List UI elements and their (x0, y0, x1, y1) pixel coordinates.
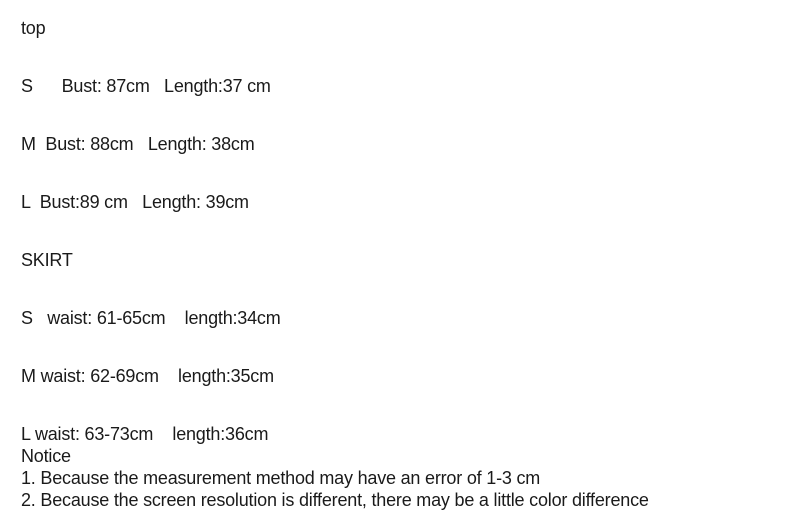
skirt-heading: SKIRT (21, 250, 73, 270)
notice-item-2: 2. Because the screen resolution is different, there may be a little color difference (21, 490, 649, 510)
skirt-size-row-l: L waist: 63-73cm length:36cm (21, 424, 269, 444)
top-size-row-l: L Bust:89 cm Length: 39cm (21, 192, 249, 212)
skirt-size-row-s: S waist: 61-65cm length:34cm (21, 308, 281, 328)
top-size-row-m: M Bust: 88cm Length: 38cm (21, 134, 255, 154)
notice-item-1: 1. Because the measurement method may have an error of 1-3 cm (21, 468, 541, 488)
skirt-size-row-m: M waist: 62-69cm length:35cm (21, 366, 274, 386)
notice-heading: Notice (21, 446, 71, 466)
top-size-row-s: S Bust: 87cm Length:37 cm (21, 76, 271, 96)
top-heading: top (21, 18, 46, 38)
